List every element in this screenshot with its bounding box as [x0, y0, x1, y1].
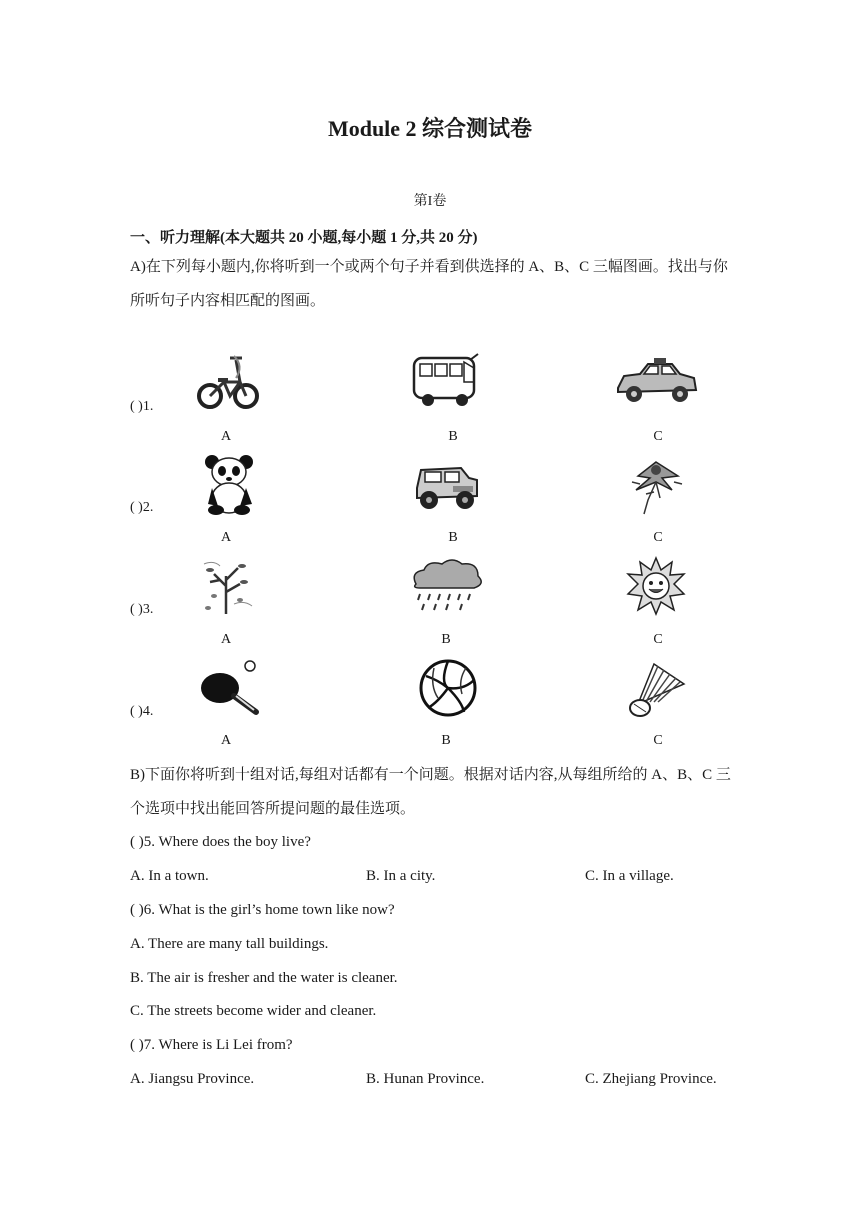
question-4-label: ( )4. [130, 704, 154, 719]
question-7-stem: ( )7. Where is Li Lei from? [130, 1037, 293, 1053]
volume-label: 第I卷 [413, 194, 447, 209]
option-4c: C [653, 733, 663, 748]
question-5-option-b: B. In a city. [366, 868, 436, 884]
question-2-label: ( )2. [130, 500, 154, 515]
panda-icon [200, 452, 260, 516]
question-6-option-b: B. The air is fresher and the water is cleaner. [130, 970, 398, 986]
volleyball-icon [418, 658, 478, 718]
shuttlecock-icon [624, 658, 688, 718]
option-4a: A [220, 733, 232, 748]
question-6-option-a: A. There are many tall buildings. [130, 936, 329, 952]
jeep-icon [413, 456, 481, 514]
option-2b: B [448, 530, 458, 545]
page-title: Module 2 综合测试卷 [327, 116, 533, 141]
question-5-option-c: C. In a village. [585, 868, 674, 884]
rain-cloud-icon [406, 556, 488, 616]
option-1b: B [448, 429, 458, 444]
question-3-label: ( )3. [130, 602, 154, 617]
question-7-option-b: B. Hunan Province. [366, 1071, 485, 1087]
part-a-instructions: A)在下列每小题内,你将听到一个或两个句子并看到供选择的 A、B、C 三幅图画。找出与你所听句子内容相匹配的图画。 [130, 259, 728, 309]
option-3c: C [653, 632, 663, 647]
option-3a: A [220, 632, 232, 647]
option-1a: A [220, 429, 232, 444]
question-1-label: ( )1. [130, 399, 154, 414]
kite-icon [626, 454, 688, 516]
bus-icon [410, 352, 482, 410]
option-2c: C [653, 530, 663, 545]
ping-pong-icon [198, 658, 264, 718]
taxi-icon [614, 354, 700, 410]
option-2a: A [220, 530, 232, 545]
option-4b: B [441, 733, 451, 748]
windy-tree-icon [200, 556, 256, 616]
section-heading: 一、听力理解(本大题共 20 小题,每小题 1 分,共 20 分) [130, 230, 478, 246]
question-5-stem: ( )5. Where does the boy live? [130, 834, 311, 850]
question-6-stem: ( )6. What is the girl’s home town like now? [130, 902, 395, 918]
question-6-option-c: C. The streets become wider and cleaner. [130, 1003, 377, 1019]
sun-icon [626, 556, 686, 616]
part-b-instructions: B)下面你将听到十组对话,每组对话都有一个问题。根据对话内容,从每组所给的 A、B、C 三个选项中找出能回答所提问题的最佳选项。 [130, 767, 731, 817]
option-3b: B [441, 632, 451, 647]
question-7-option-a: A. Jiangsu Province. [130, 1071, 255, 1087]
bicycle-icon [196, 352, 260, 412]
question-5-option-a: A. In a town. [130, 868, 209, 884]
question-7-option-c: C. Zhejiang Province. [585, 1071, 717, 1087]
option-1c: C [653, 429, 663, 444]
